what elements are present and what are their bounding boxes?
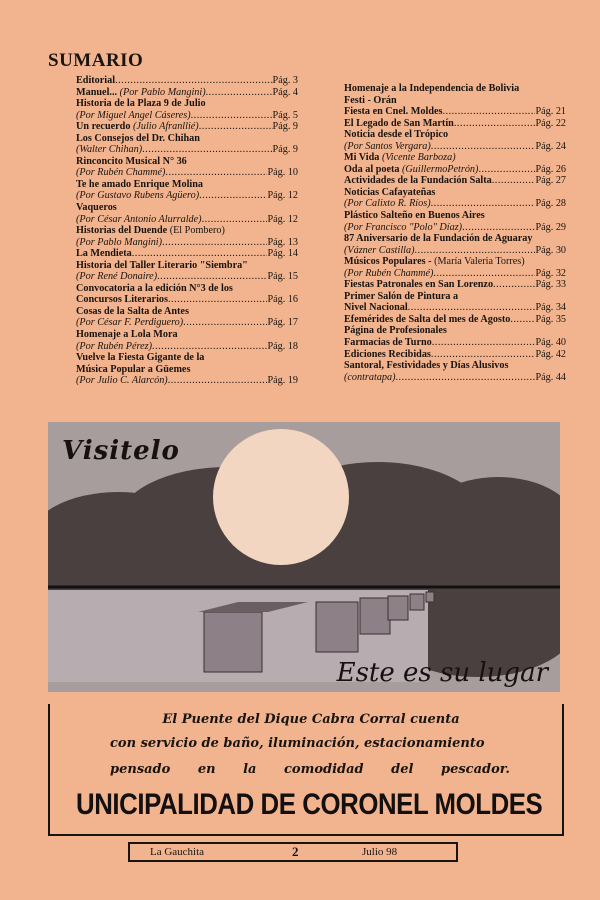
notice-word: en <box>197 762 216 777</box>
notice-word: del <box>391 762 414 777</box>
toc-entry <box>344 279 566 291</box>
toc-entry-line <box>76 87 298 99</box>
toc-page-ref: Pág. 9 <box>272 144 298 156</box>
toc-entry-title <box>344 256 525 267</box>
toc-entry-title: (Por Rubén Pérez) <box>76 340 153 352</box>
toc-entry-title: Editorial <box>76 75 116 86</box>
leader-dots <box>199 121 273 133</box>
toc-text-part: Un recuerdo <box>76 121 131 133</box>
toc-text-part: (María Valeria Torres) <box>434 256 525 268</box>
toc-page-ref: Pág. 16 <box>267 294 298 306</box>
notice-word: la <box>243 762 257 777</box>
toc-entry-line <box>76 317 298 329</box>
toc-entry-title: Concursos Literarios <box>76 294 168 306</box>
toc-entry-title: Festi - Orán <box>344 94 397 106</box>
toc-entry-line <box>76 225 298 237</box>
full-moon <box>213 429 349 565</box>
toc-entry <box>76 283 298 306</box>
toc-page-ref: Pág. 17 <box>267 317 298 329</box>
notice-word: comodidad <box>283 762 364 777</box>
toc-entry-line <box>344 141 566 153</box>
municipality-name: UNICIPALIDAD DE CORONEL MOLDES <box>76 788 543 821</box>
toc-entry-title: Fiesta en Cnel. Moldes <box>344 106 443 118</box>
toc-entry-title: Homenaje a Lola Mora <box>76 329 178 341</box>
toc-entry <box>76 133 298 156</box>
toc-entry-line <box>344 372 566 384</box>
toc-entry-title <box>76 121 199 133</box>
toc-entry-line <box>76 110 298 122</box>
toc-entry <box>344 325 566 348</box>
toc-entry-line <box>76 98 298 110</box>
toc-entry-line <box>76 341 298 353</box>
leader-dots <box>396 372 536 384</box>
toc-entry <box>344 187 566 210</box>
toc-entry <box>344 95 566 107</box>
toc-entry-title: El Legado de San Martín <box>344 117 454 129</box>
toc-entry-line <box>76 144 298 156</box>
leader-dots <box>492 175 536 187</box>
toc-entry-title: Efemérides de Salta del mes de Agosto <box>344 313 511 325</box>
leader-dots <box>431 349 536 361</box>
toc-entry <box>76 260 298 283</box>
toc-page-ref: Pág. 3 <box>272 75 298 86</box>
toc-entry-title: (Por Santos Vergara) <box>344 140 431 152</box>
leader-dots <box>199 190 267 202</box>
toc-entry-title: Farmacias de Turno <box>344 337 432 349</box>
toc-entry-title: Cosas de la Salta de Antes <box>76 305 189 317</box>
toc-entry-title <box>344 152 456 163</box>
toc-entry <box>344 233 566 256</box>
toc-entry-line <box>344 210 566 222</box>
toc-entry-title: (Por Francisco "Polo" Díaz) <box>344 221 463 233</box>
toc-entry-line <box>76 306 298 318</box>
notice-word: pescador. <box>440 762 510 777</box>
toc-entry-title: Historia del Taller Literario "Siembra" <box>76 259 248 271</box>
notice-line-1: El Puente del Dique Cabra Corral cuenta <box>162 712 460 727</box>
toc-entry-line <box>76 167 298 179</box>
leader-dots <box>442 106 535 118</box>
toc-entry-title: (Por Gustavo Rubens Agüero) <box>76 190 200 202</box>
toc-page-ref: Pág. 10 <box>267 167 298 179</box>
toc-entry-title: Ediciones Recibidas <box>344 348 431 360</box>
toc-column-left <box>76 75 298 387</box>
leader-dots <box>432 337 536 349</box>
toc-entry <box>344 210 566 233</box>
leader-dots <box>168 375 268 387</box>
toc-entry-title: La Mendieta <box>76 248 132 260</box>
publication-name: La Gauchita <box>150 846 205 858</box>
toc-entry-title: (Por Julio C. Alarcón) <box>76 375 168 387</box>
toc-entry-title: 87 Aniversario de la Fundación de Aguaray <box>344 233 533 245</box>
toc-entry-title <box>76 225 225 236</box>
toc-entry-title: Nivel Nacional <box>344 302 408 314</box>
toc-page-ref: Pág. 21 <box>535 106 566 118</box>
toc-entry <box>76 87 298 99</box>
leader-dots <box>433 268 535 280</box>
toc-entry <box>76 306 298 329</box>
toc-entry <box>76 225 298 248</box>
toc-entry-title: Noticias Cafayateñas <box>344 186 436 198</box>
toc-entry-title: Los Consejos del Dr. Chihan <box>76 132 200 144</box>
toc-entry-line <box>344 302 566 314</box>
toc-entry-title: Historia de la Plaza 9 de Julio <box>76 98 206 110</box>
leader-dots <box>206 87 273 99</box>
page-title: SUMARIO <box>48 50 144 71</box>
toc-entry-title: Santoral, Festividades y Días Alusivos <box>344 360 509 372</box>
toc-entry-line <box>76 248 298 260</box>
toc-entry-title: (Por César Antonio Alurralde) <box>76 213 202 225</box>
toc-page-ref: Pág. 34 <box>535 302 566 314</box>
leader-dots <box>431 198 536 210</box>
toc-page-ref: Pág. 29 <box>535 221 566 233</box>
toc-entry-line <box>344 187 566 199</box>
toc-page-ref: Pág. 5 <box>272 109 298 121</box>
brand-logo: Visitelo <box>62 436 180 466</box>
toc-entry-line <box>344 337 566 349</box>
toc-entry-line <box>344 222 566 234</box>
leader-dots <box>157 271 267 283</box>
toc-text-part: Músicos Populares - <box>344 256 435 268</box>
leader-dots <box>510 314 535 326</box>
toc-entry-line <box>76 75 298 87</box>
toc-entry-title: (Vázner Castilla) <box>344 244 415 256</box>
toc-page-ref: Pág. 4 <box>272 86 298 98</box>
toc-entry-title: (Por Calixto R. Ríos) <box>344 198 431 210</box>
toc-entry <box>344 314 566 326</box>
toc-entry-line <box>76 133 298 145</box>
toc-entry-title: Homenaje a la Independencia de Bolivia <box>344 83 520 94</box>
toc-entry-title: (Por Rubén Chammé) <box>344 267 434 279</box>
toc-entry-title: (Por Miguel Angel Cáseres) <box>76 109 191 121</box>
toc-entry <box>344 106 566 118</box>
toc-page-ref: Pág. 15 <box>267 271 298 283</box>
slogan: Este es su lugar <box>336 658 548 688</box>
toc-page-ref: Pág. 22 <box>535 117 566 129</box>
toc-entry-line <box>344 268 566 280</box>
toc-page-ref: Pág. 28 <box>535 198 566 210</box>
toc-page-ref: Pág. 19 <box>267 375 298 387</box>
toc-entry <box>344 152 566 164</box>
leader-dots <box>414 245 535 257</box>
toc-entry <box>344 175 566 187</box>
toc-text-part: Oda al poeta <box>344 163 400 175</box>
toc-entry <box>76 202 298 225</box>
leader-dots <box>454 118 536 130</box>
leader-dots <box>168 294 267 306</box>
toc-entry-title: (Por César F. Perdiguero) <box>76 317 184 329</box>
toc-entry-line <box>76 190 298 202</box>
toc-entry-line <box>344 233 566 245</box>
leader-dots <box>493 279 535 291</box>
toc-entry-line <box>344 118 566 130</box>
toc-entry-title: (Por Rubén Chammé) <box>76 167 166 179</box>
toc-entry-line <box>344 95 566 107</box>
toc-entry-title <box>76 87 206 99</box>
page-number: 2 <box>292 844 299 859</box>
toc-page-ref: Pág. 35 <box>535 313 566 325</box>
toc-entry-line <box>344 83 566 95</box>
toc-text-part: (Vicente Barboza) <box>379 152 456 164</box>
toc-entry <box>76 179 298 202</box>
toc-entry-line <box>76 121 298 133</box>
toc-entry-line <box>76 329 298 341</box>
toc-page-ref: Pág. 26 <box>535 163 566 175</box>
issue-date: Julio 98 <box>362 846 398 858</box>
leader-dots <box>183 317 267 329</box>
toc-entry-line <box>76 179 298 191</box>
toc-entry-line <box>344 175 566 187</box>
toc-entry-line <box>76 237 298 249</box>
toc-entry <box>344 118 566 130</box>
toc-entry <box>344 129 566 152</box>
toc-entry-title: Te he amado Enrique Molina <box>76 178 203 190</box>
toc-page-ref: Pág. 13 <box>267 236 298 248</box>
toc-text-part: (GuillermoPetrón) <box>399 163 479 175</box>
toc-entry-title: Convocatoria a la edición N°3 de los <box>76 282 233 294</box>
toc-entry <box>344 83 566 95</box>
toc-page-ref: Pág. 9 <box>272 121 298 133</box>
leader-dots <box>142 144 272 156</box>
toc-page-ref: Pág. 30 <box>535 244 566 256</box>
leader-dots <box>152 341 267 353</box>
toc-entry-title: (Por René Donaire) <box>76 271 158 283</box>
toc-entry-line <box>344 279 566 291</box>
toc-entry-title: Noticia desde el Trópico <box>344 129 449 141</box>
toc-entry-line <box>76 202 298 214</box>
toc-entry-line <box>76 214 298 226</box>
leader-dots <box>162 237 267 249</box>
toc-entry-title: Actividades de la Fundación Salta <box>344 175 492 187</box>
toc-page-ref: Pág. 42 <box>535 348 566 360</box>
leader-dots <box>115 75 272 87</box>
toc-entry-line <box>344 325 566 337</box>
toc-text-part: (Julio Afranllié) <box>130 121 199 133</box>
toc-entry <box>76 248 298 260</box>
toc-entry-line <box>344 106 566 118</box>
notice-line-2: con servicio de baño, iluminación, estacionamiento <box>110 736 485 751</box>
toc-entry-title: Rinconcito Musical N° 36 <box>76 155 187 167</box>
leader-dots <box>478 164 535 176</box>
toc-entry <box>76 121 298 133</box>
notice-word: pensado <box>110 762 171 777</box>
toc-entry-title: Fiestas Patronales en San Lorenzo <box>344 279 494 291</box>
toc-entry-line <box>344 164 566 176</box>
toc-entry-line <box>344 349 566 361</box>
toc-entry-title: Música Popular a Güemes <box>76 363 191 375</box>
toc-page-ref: Pág. 40 <box>535 337 566 349</box>
leader-dots <box>431 141 536 153</box>
toc-entry-line <box>76 156 298 168</box>
toc-entry-line <box>76 260 298 272</box>
toc-entry-title <box>344 164 478 176</box>
leader-dots <box>191 110 273 122</box>
toc-entry-line <box>76 283 298 295</box>
toc-page-ref: Pág. 24 <box>535 140 566 152</box>
toc-entry <box>344 164 566 176</box>
toc-text-part: (El Pombero) <box>167 225 225 237</box>
notice-line-3 <box>110 762 510 777</box>
toc-entry-line <box>344 291 566 303</box>
leader-dots <box>202 214 268 226</box>
toc-entry-title: Plástico Salteño en Buenos Aires <box>344 210 485 222</box>
toc-entry-line <box>344 198 566 210</box>
page-footer <box>128 842 458 862</box>
toc-entry <box>76 352 298 387</box>
notice-box <box>48 704 564 836</box>
leader-dots <box>165 167 267 179</box>
toc-page-ref: Pág. 12 <box>267 190 298 202</box>
toc-entry-line <box>344 314 566 326</box>
toc-entry <box>344 256 566 279</box>
toc-entry-line <box>344 129 566 141</box>
leader-dots <box>408 302 536 314</box>
toc-entry <box>344 360 566 383</box>
toc-page-ref: Pág. 27 <box>535 175 566 187</box>
toc-text-part: Historias del Duende <box>76 225 168 237</box>
toc-entry-title: Primer Salón de Pintura a <box>344 290 459 302</box>
toc-column-right <box>344 83 566 383</box>
leader-dots <box>132 248 268 260</box>
toc-text-part: (Por Pablo Mangini) <box>117 86 206 98</box>
toc-entry <box>76 98 298 121</box>
toc-entry-line <box>76 375 298 387</box>
toc-entry-line <box>344 152 566 164</box>
toc-entry-title: Vuelve la Fiesta Gigante de la <box>76 352 205 364</box>
toc-entry-line <box>76 294 298 306</box>
toc-entry-line <box>76 364 298 376</box>
toc-entry-title: (contratapa) <box>344 371 396 383</box>
toc-entry-line <box>344 360 566 372</box>
toc-page-ref: Pág. 44 <box>535 371 566 383</box>
toc-entry <box>76 75 298 87</box>
toc-entry-title: Vaqueros <box>76 202 117 214</box>
advertisement-photo <box>48 422 560 692</box>
toc-entry-line <box>344 245 566 257</box>
toc-entry-line <box>76 271 298 283</box>
toc-entry <box>344 291 566 314</box>
toc-page-ref: Pág. 33 <box>535 279 566 291</box>
toc-entry-title: (Por Pablo Mangini) <box>76 236 163 248</box>
leader-dots <box>462 222 535 234</box>
toc-entry <box>76 156 298 179</box>
toc-page-ref: Pág. 18 <box>267 340 298 352</box>
toc-page-ref: Pág. 32 <box>535 267 566 279</box>
toc-entry-title: (Walter Chihan) <box>76 144 143 156</box>
toc-page-ref: Pág. 12 <box>267 213 298 225</box>
toc-text-part: Manuel... <box>76 86 118 98</box>
toc-entry-line <box>344 256 566 268</box>
toc-entry-line <box>76 352 298 364</box>
toc-entry-title: Página de Profesionales <box>344 325 447 337</box>
toc-text-part: Mi Vida <box>344 152 380 164</box>
toc-entry <box>76 329 298 352</box>
toc-page-ref: Pág. 14 <box>267 248 298 260</box>
toc-entry <box>344 349 566 361</box>
